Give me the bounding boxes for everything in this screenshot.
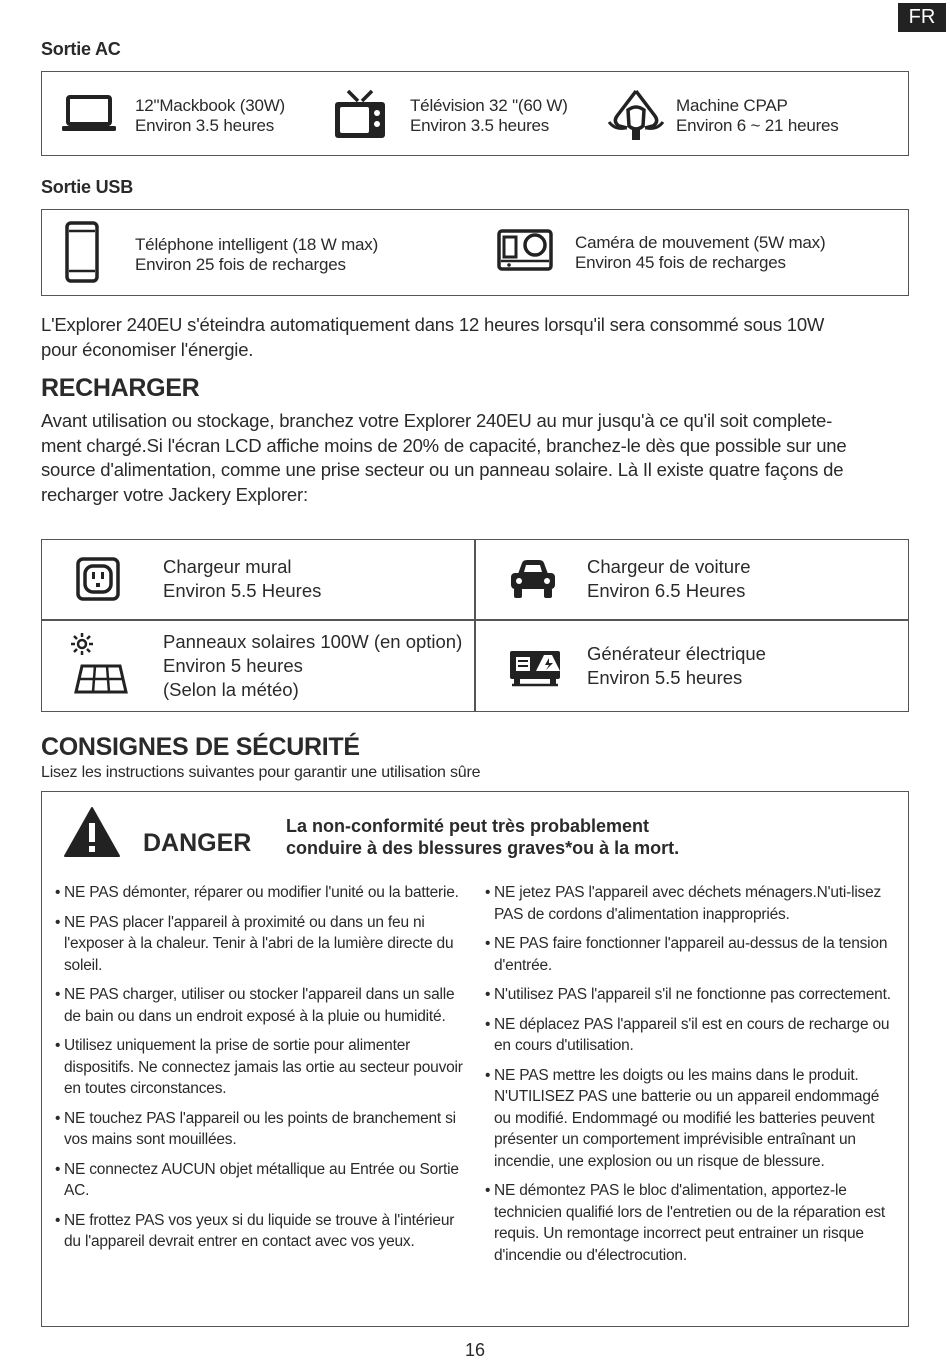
smartphone-icon [65, 221, 99, 283]
method-wall-line2: Environ 5.5 Heures [163, 580, 322, 601]
safety-bullet: • NE PAS démonter, réparer ou modifier l'unité ou la batterie. [56, 882, 464, 904]
safety-subtitle: Lisez les instructions suivantes pour garantir une utilisation sûre [41, 764, 481, 781]
usb-item-camera-text [575, 233, 825, 273]
cpap-mask-icon [607, 88, 665, 142]
table-divider-horizontal [42, 619, 908, 621]
action-camera-icon [497, 229, 553, 273]
safety-bullet: • Utilisez uniquement la prise de sortie pour alimenter dispositifs. Ne connectez jamais las ortie au secteur pouvoir en toutes circonstances. [56, 1035, 464, 1100]
ac-output-heading: Sortie AC [41, 39, 121, 59]
usb-item-camera-line2: Environ 45 fois de recharges [575, 253, 786, 272]
danger-message-line1: La non-conformité peut très probablement [286, 816, 650, 836]
safety-bullet: • NE jetez PAS l'appareil avec déchets ménagers.N'uti-lisez PAS de cordons d'alimentation inappropriés. [486, 882, 898, 925]
method-car-line1: Chargeur de voiture [587, 556, 751, 577]
warning-triangle-icon [63, 806, 121, 858]
page-number: 16 [464, 1340, 486, 1360]
safety-bullet: • NE PAS mettre les doigts ou les mains dans le produit. N'UTILISEZ PAS une batterie ou un appareil endommagé ou modifié. Endommagé ou modifié les batteries peuvent présenter un comportement imprévisible entraînant un incendie, une explosion ou un risque de blessure. [486, 1065, 898, 1173]
car-icon [509, 558, 557, 600]
wall-outlet-icon [76, 557, 120, 601]
safety-bullet: • NE frottez PAS vos yeux si du liquide se trouve à l'intérieur du l'appareil devrait entrer en contact avec vos yeux. [56, 1210, 464, 1253]
danger-label: DANGER [143, 829, 252, 857]
ac-item-cpap-line1: Machine CPAP [676, 96, 788, 115]
method-solar-line1: Panneaux solaires 100W (en option) [163, 631, 463, 652]
safety-bullet: • NE déplacez PAS l'appareil s'il est en cours de recharge ou en cours d'utilisation. [486, 1014, 898, 1057]
ac-item-tv-line2: Environ 3.5 heures [410, 116, 550, 135]
usb-item-phone-text [135, 235, 378, 275]
ac-item-cpap-line2: Environ 6 ~ 21 heures [676, 116, 839, 135]
method-solar-text [163, 630, 462, 702]
method-car-text [587, 555, 751, 603]
laptop-icon [62, 95, 116, 133]
usb-item-phone-line1: Téléphone intelligent (18 W max) [135, 235, 379, 254]
safety-heading: CONSIGNES DE SÉCURITÉ [41, 733, 360, 761]
auto-off-note [41, 313, 911, 362]
recharge-paragraph-line3: source d'alimentation, comme une prise secteur ou un panneau solaire. Là Il existe quatre façons de [41, 459, 844, 480]
danger-message-line2: conduire à des blessures graves*ou à la mort. [286, 838, 680, 858]
safety-bullet: • N'utilisez PAS l'appareil s'il ne fonctionne pas correctement. [486, 984, 898, 1006]
method-solar-line3: (Selon la météo) [163, 679, 299, 700]
method-generator-line2: Environ 5.5 heures [587, 667, 743, 688]
safety-bullet: • NE PAS placer l'appareil à proximité ou dans un feu ni l'exposer à la chaleur. Tenir à l'abri de la lumière directe du soleil. [56, 912, 464, 977]
usb-output-heading: Sortie USB [41, 177, 134, 197]
generator-icon [508, 645, 562, 687]
table-divider-vertical [474, 540, 476, 711]
solar-panel-icon [66, 630, 128, 694]
safety-bullet: • NE connectez AUCUN objet métallique au Entrée ou Sortie AC. [56, 1159, 464, 1202]
ac-item-tv-line1: Télévision 32 "(60 W) [410, 96, 568, 115]
method-wall-line1: Chargeur mural [163, 556, 292, 577]
auto-off-note-line2: pour économiser l'énergie. [41, 338, 254, 360]
recharge-paragraph-line1: Avant utilisation ou stockage, branchez votre Explorer 240EU au mur jusqu'à ce qu'il soit complete- [41, 410, 833, 431]
safety-bullet: • NE PAS charger, utiliser ou stocker l'appareil dans un salle de bain ou dans un endroit exposé à la pluie ou humidité. [56, 984, 464, 1027]
method-car-line2: Environ 6.5 Heures [587, 580, 746, 601]
ac-item-laptop-line2: Environ 3.5 heures [135, 116, 275, 135]
danger-message [286, 815, 679, 859]
recharge-paragraph-line4: recharger votre Jackery Explorer: [41, 483, 308, 505]
ac-item-laptop-text [135, 96, 285, 136]
safety-bullet: • NE touchez PAS l'appareil ou les points de branchement si vos mains sont mouillées. [56, 1108, 464, 1151]
method-generator-text [587, 642, 766, 690]
safety-bullets-left [56, 882, 464, 1261]
method-generator-line1: Générateur électrique [587, 643, 766, 664]
safety-bullet: • NE démontez PAS le bloc d'alimentation, apportez-le technicien qualifié lors de l'entretien ou de la réparation est requis. Un remontage incorrect peut entrainer un risque d'incendie ou d'électrocution. [486, 1180, 898, 1266]
usb-item-camera-line1: Caméra de mouvement (5W max) [575, 233, 826, 252]
safety-bullet: • NE PAS faire fonctionner l'appareil au-dessus de la tension d'entrée. [486, 933, 898, 976]
tv-icon [334, 88, 386, 140]
recharge-paragraph-line2: ment chargé.Si l'écran LCD affiche moins de 20% de capacité, branchez-le dès que possible sur une [41, 434, 847, 456]
recharge-heading: RECHARGER [41, 374, 200, 402]
recharge-paragraph [41, 409, 921, 507]
auto-off-note-line1: L'Explorer 240EU s'éteindra automatiquement dans 12 heures lorsqu'il sera consommé sous 10W [41, 314, 825, 335]
safety-bullets-right [486, 882, 898, 1274]
method-solar-line2: Environ 5 heures [163, 655, 303, 676]
language-tab: FR [898, 3, 946, 32]
method-wall-text [163, 555, 321, 603]
ac-item-laptop-line1: 12"Mackbook (30W) [135, 96, 286, 115]
ac-item-tv-text [410, 96, 568, 136]
usb-item-phone-line2: Environ 25 fois de recharges [135, 255, 346, 274]
ac-item-cpap-text [676, 96, 839, 136]
